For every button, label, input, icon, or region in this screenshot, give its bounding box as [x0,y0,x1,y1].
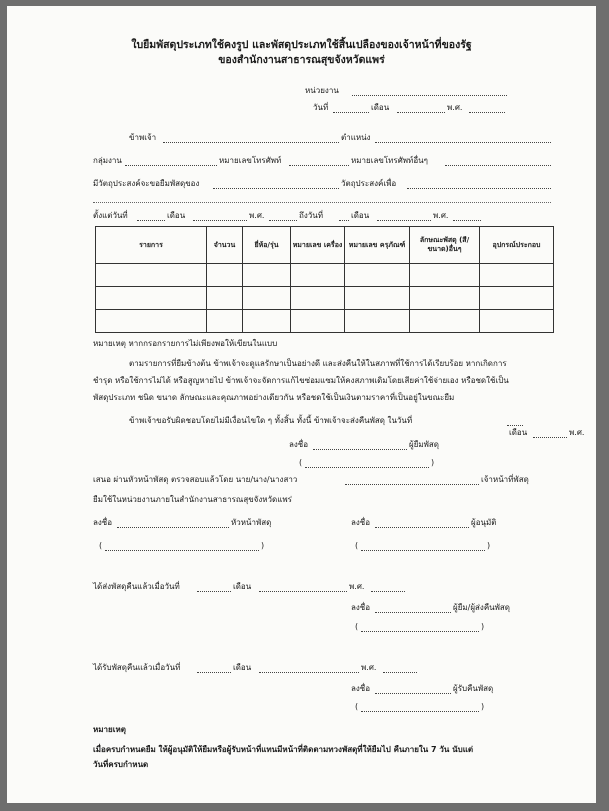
returned-date-field[interactable] [197,582,231,592]
terms-line2: ชำรุด หรือใช้การไม่ได้ หรือสูญหายไป ข้าพเจ้าจะจัดการแก้ไขซ่อมแซมให้คงสภาพเดิมโดยเสียค่าใช้จ่ายเอง หรือชดใช้เป็น [93,376,509,385]
table-row [96,264,554,287]
receiver-sign-field[interactable] [375,684,451,694]
phone-field[interactable] [289,156,349,166]
form-title-line2: ของสำนักงานสาธารณสุขจังหวัดแพร่ [218,54,385,66]
received-month-label: เดือน [233,663,252,672]
returned-month-field[interactable] [259,582,347,592]
position-label: ตำแหน่ง [341,133,371,142]
approver-paren-close: ) [487,541,491,550]
terms-line1: ตามรายการที่ยืมข้างต้น ข้าพเจ้าจะดูแลรักษาเป็นอย่างดี และส่งคืนให้ในสภาพที่ใช้การได้เรียบร้อย หากเกิดการ [129,359,507,368]
to-year-label: พ.ศ. [433,211,449,220]
returner-sign-field[interactable] [375,603,451,613]
table-cell[interactable] [291,310,345,333]
form-title-line1: ใบยืมพัสดุประเภทใช้คงรูป และพัสดุประเภทใช้สิ้นเปลืองของเจ้าหน้าที่ของรัฐ [131,39,472,51]
returner-sign-label: ลงชื่อ [351,603,371,612]
unit-field[interactable] [352,86,507,96]
received-year-field[interactable] [383,663,417,673]
table-cell[interactable] [96,310,207,333]
table-cell[interactable] [345,310,410,333]
table-cell[interactable] [410,310,480,333]
return-date-field[interactable] [507,416,523,426]
purpose-field[interactable] [213,179,339,189]
borrower-paren-close: ) [431,458,435,467]
head-name-field[interactable] [105,541,259,551]
table-cell[interactable] [291,287,345,310]
name-label: ข้าพเจ้า [129,133,157,142]
col-header-serial: หมายเลข เครื่อง [291,227,345,264]
head-role: หัวหน้าพัสดุ [231,518,272,527]
col-header-quantity: จำนวน [207,227,243,264]
approver-sign-label: ลงชื่อ [351,518,371,527]
col-header-characteristics: ลักษณะพัสดุ (สี/ขนาด)อื่นๆ [410,227,480,264]
receiver-sign-label: ลงชื่อ [351,684,371,693]
group-label: กลุ่มงาน [93,156,122,165]
returned-label: ได้ส่งพัสดุคืนแล้วเมื่อวันที่ [93,582,180,591]
promise-line: ข้าพเจ้าขอรับผิดชอบโดยไม่มีเงื่อนไขใด ๆ ทั้งสิ้น ทั้งนี้ ข้าพเจ้าจะส่งคืนพัสดุ ในวันที่ [129,416,413,425]
terms-line3: พัสดุประเภท ชนิด ขนาด ลักษณะและคุณภาพอย่างเดียวกัน หรือชดใช้เป็นเงินตามราคาที่เป็นอยู่ในขณะยืม [93,393,455,402]
objective-field[interactable] [407,179,551,189]
receiver-paren-close: ) [481,702,485,711]
to-date-label: ถึงวันที่ [299,211,323,220]
other-phone-field[interactable] [445,156,551,166]
name-field[interactable] [163,133,339,143]
receiver-name-field[interactable] [361,702,479,712]
footer-note-line1: เมื่อครบกำหนดยืม ให้ผู้อนุมัติให้ยืมหรือผู้รับหน้าที่แทนมีหน้าที่ติดตามทวงพัสดุที่ให้ยืมไป คืนภายใน 7 วัน นับแต่ [93,745,474,754]
unit-label: หน่วยงาน [305,86,339,95]
head-paren-open: ( [99,541,103,550]
proposal-line1: เสนอ ผ่านหัวหน้าพัสดุ ตรวจสอบแล้วโดย นาย/นาง/นางสาว [93,475,298,484]
table-header-row [96,227,554,264]
from-month-field[interactable] [193,211,247,221]
returner-role: ผู้ยืม/ผู้ส่งคืนพัสดุ [453,603,510,612]
col-header-accessories: อุปกรณ์ประกอบ [480,227,554,264]
return-month-label: เดือน [509,428,528,437]
from-year-label: พ.ศ. [249,211,265,220]
table-cell[interactable] [243,310,291,333]
date-field[interactable] [333,103,369,113]
table-cell[interactable] [207,310,243,333]
purpose-label: มีวัตถุประสงค์จะขอยืมพัสดุของ [93,179,200,188]
table-cell[interactable] [345,287,410,310]
from-date-field[interactable] [137,211,165,221]
received-label: ได้รับพัสดุคืนแล้วเมื่อวันที่ [93,663,181,672]
table-cell[interactable] [480,287,554,310]
returned-month-label: เดือน [233,582,252,591]
approver-sign-field[interactable] [375,518,469,528]
table-note: หมายเหตุ หากกรอกรายการไม่เพียงพอให้เขียนในแบบ [93,339,278,348]
footer-note-heading: หมายเหตุ [93,725,126,734]
returned-year-field[interactable] [371,582,405,592]
month-label: เดือน [371,103,390,112]
proposal-line2: ยืมใช้ในหน่วยงานภายในสำนักงานสาธารณสุขจังหวัดแพร่ [93,495,292,504]
to-month-field[interactable] [377,211,431,221]
borrower-sign-label: ลงชื่อ [289,440,309,449]
approver-paren-open: ( [355,541,359,550]
received-month-field[interactable] [259,663,359,673]
from-date-label: ตั้งแต่วันที่ [93,211,128,220]
position-field[interactable] [375,133,551,143]
table-cell[interactable] [480,264,554,287]
objective-label: วัตถุประสงค์เพื่อ [341,179,397,188]
table-row [96,310,554,333]
borrower-sign-field[interactable] [313,440,407,450]
purpose-extra-line[interactable] [93,202,551,203]
returned-year-label: พ.ศ. [349,582,365,591]
from-year-field[interactable] [269,211,297,221]
form-sheet [7,6,596,803]
group-field[interactable] [125,156,217,166]
other-phone-label: หมายเลขโทรศัพท์อื่นๆ [351,156,428,165]
date-label: วันที่ [313,103,329,112]
col-header-brand: ยี่ห้อ/รุ่น [243,227,291,264]
from-month-label: เดือน [167,211,186,220]
borrower-paren-open: ( [299,458,303,467]
table-cell[interactable] [345,264,410,287]
col-header-item: รายการ [96,227,207,264]
approver-name-field[interactable] [361,541,485,551]
month-field[interactable] [397,103,445,113]
returner-paren-close: ) [481,622,485,631]
approver-role: ผู้อนุมัติ [471,518,497,527]
table-row [96,287,554,310]
return-year-label: พ.ศ. [569,428,585,437]
receiver-role: ผู้รับคืนพัสดุ [453,684,494,693]
to-year-field[interactable] [453,211,481,221]
received-date-field[interactable] [197,663,231,673]
table-cell[interactable] [207,264,243,287]
phone-label: หมายเลขโทรศัพท์ [219,156,282,165]
year-label: พ.ศ. [447,103,463,112]
item-table [95,226,554,333]
footer-note-line2: วันที่ครบกำหนด [93,760,149,769]
borrower-name-field[interactable] [305,458,429,468]
head-sign-field[interactable] [117,518,229,528]
borrower-role: ผู้ยืมพัสดุ [409,440,439,449]
table-cell[interactable] [243,264,291,287]
received-year-label: พ.ศ. [361,663,377,672]
table-cell[interactable] [96,264,207,287]
table-cell[interactable] [410,287,480,310]
year-field[interactable] [469,103,505,113]
returner-paren-open: ( [355,622,359,631]
table-cell[interactable] [243,287,291,310]
head-paren-close: ) [261,541,265,550]
table-cell[interactable] [410,264,480,287]
returner-name-field[interactable] [361,622,479,632]
to-date-field[interactable] [339,211,349,221]
to-month-label: เดือน [351,211,370,220]
table-cell[interactable] [291,264,345,287]
table-cell[interactable] [480,310,554,333]
receiver-paren-open: ( [355,702,359,711]
col-header-asset-number: หมายเลข ครุภัณฑ์ [345,227,410,264]
officer-role: เจ้าหน้าที่พัสดุ [481,475,529,484]
table-cell[interactable] [96,287,207,310]
table-cell[interactable] [207,287,243,310]
officer-name-field[interactable] [345,475,479,485]
return-month-field[interactable] [533,428,567,438]
head-sign-label: ลงชื่อ [93,518,113,527]
